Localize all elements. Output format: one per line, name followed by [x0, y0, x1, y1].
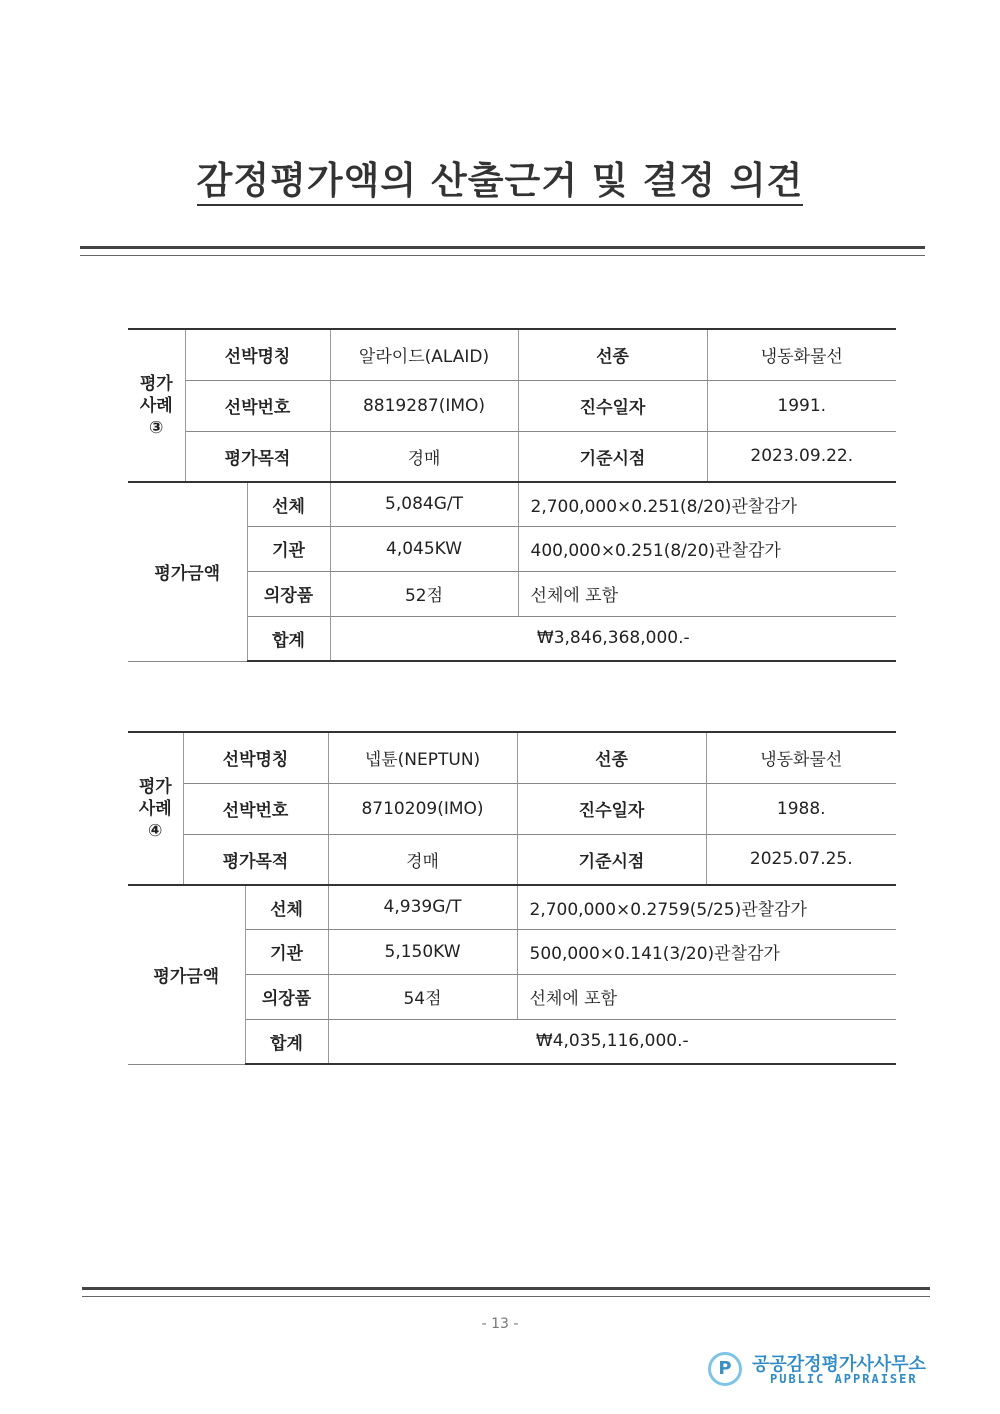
company-logo — [708, 1350, 938, 1390]
outfit-label: 의장품 — [245, 974, 328, 1019]
outfit-label: 의장품 — [247, 571, 330, 616]
purpose-label: 평가목적 — [185, 431, 330, 482]
amount-label: 평가금액 — [128, 482, 247, 661]
ship-name-value: 알라이드(ALAID) — [330, 329, 518, 380]
hull-label: 선체 — [245, 885, 328, 929]
purpose-label: 평가목적 — [183, 834, 328, 885]
hull-calc: 2,700,000×0.251(8/20)관찰감가 — [518, 482, 896, 526]
launch-date-value: 1988. — [706, 783, 896, 834]
ship-type-value: 냉동화물선 — [706, 732, 896, 783]
ship-name-label: 선박명칭 — [183, 732, 328, 783]
case-side-label: 평가 사례 ③ — [128, 329, 185, 482]
ship-type-label: 선종 — [518, 329, 707, 380]
outfit-qty: 52점 — [330, 571, 518, 616]
ship-number-label: 선박번호 — [183, 783, 328, 834]
engine-qty: 4,045KW — [330, 526, 518, 571]
total-value: ₩3,846,368,000.- — [330, 616, 896, 661]
outfit-calc: 선체에 포함 — [518, 571, 896, 616]
engine-qty: 5,150KW — [328, 929, 517, 974]
ship-name-value: 넵튠(NEPTUN) — [328, 732, 517, 783]
hull-calc: 2,700,000×0.2759(5/25)관찰감가 — [517, 885, 896, 929]
total-value: ₩4,035,116,000.- — [328, 1019, 896, 1064]
outfit-qty: 54점 — [328, 974, 517, 1019]
page-title: 감정평가액의 산출근거 및 결정 의견 — [0, 150, 1000, 204]
launch-date-value: 1991. — [707, 380, 896, 431]
appraisal-case-table — [128, 731, 896, 1065]
purpose-value: 경매 — [330, 431, 518, 482]
hull-qty: 5,084G/T — [330, 482, 518, 526]
total-label: 합계 — [247, 616, 330, 661]
purpose-value: 경매 — [328, 834, 517, 885]
page-number: - 13 - — [481, 1316, 519, 1332]
logo-name-korean: 공공감정평가사사무소 — [752, 1354, 926, 1375]
logo-name-english: PUBLIC APPRAISER — [770, 1372, 918, 1386]
hull-qty: 4,939G/T — [328, 885, 517, 929]
base-date-value: 2025.07.25. — [706, 834, 896, 885]
engine-calc: 500,000×0.141(3/20)관찰감가 — [517, 929, 896, 974]
ship-number-value: 8819287(IMO) — [330, 380, 518, 431]
appraisal-case-table — [128, 328, 896, 662]
ship-number-label: 선박번호 — [185, 380, 330, 431]
launch-date-label: 진수일자 — [517, 783, 706, 834]
top-divider — [80, 246, 925, 256]
ship-type-label: 선종 — [517, 732, 706, 783]
amount-label: 평가금액 — [128, 885, 245, 1064]
engine-label: 기관 — [247, 526, 330, 571]
bottom-divider — [82, 1287, 930, 1297]
base-date-value: 2023.09.22. — [707, 431, 896, 482]
engine-label: 기관 — [245, 929, 328, 974]
total-label: 합계 — [245, 1019, 328, 1064]
hull-label: 선체 — [247, 482, 330, 526]
ship-number-value: 8710209(IMO) — [328, 783, 517, 834]
base-date-label: 기준시점 — [517, 834, 706, 885]
ship-name-label: 선박명칭 — [185, 329, 330, 380]
outfit-calc: 선체에 포함 — [517, 974, 896, 1019]
case-side-label: 평가 사례 ④ — [128, 732, 183, 885]
base-date-label: 기준시점 — [518, 431, 707, 482]
engine-calc: 400,000×0.251(8/20)관찰감가 — [518, 526, 896, 571]
logo-mark-icon: P — [708, 1352, 742, 1386]
launch-date-label: 진수일자 — [518, 380, 707, 431]
ship-type-value: 냉동화물선 — [707, 329, 896, 380]
